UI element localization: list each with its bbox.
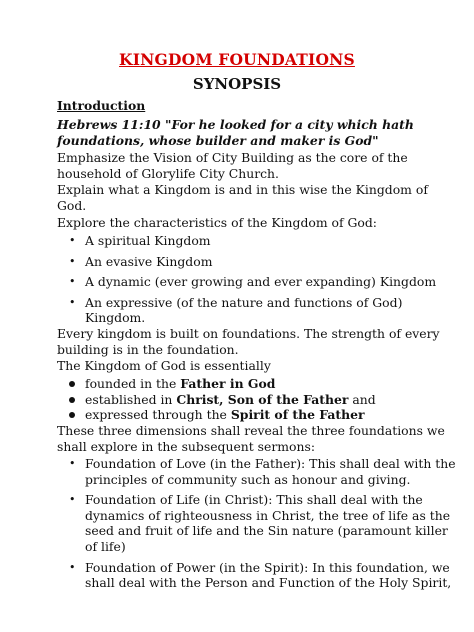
list-item-text: Foundation of Power (in the Spirit): In this foundation, we shall deal with the Person and Function of the Holy Spirit,	[85, 559, 452, 591]
list-item-text: A dynamic (ever growing and ever expanding) Kingdom	[85, 274, 437, 290]
paragraph-essentially: The Kingdom of God is essentially	[57, 358, 271, 373]
paragraph-vision: Emphasize the Vision of City Building as the core of the household of Glorylife City Church.	[57, 150, 408, 181]
list-item-text: An evasive Kingdom	[85, 253, 213, 269]
list-item-pre: founded in the	[85, 376, 181, 391]
bullet-icon: •	[69, 457, 76, 470]
scripture-verse: Hebrews 11:10 "For he looked for a city which hath foundations, whose builder and maker is God"	[57, 117, 414, 148]
list-item-text: An expressive (of the nature and functions of God) Kingdom.	[85, 294, 403, 326]
bullet-icon: •	[69, 234, 76, 247]
list-item-text: Foundation of Love (in the Father): This shall deal with the principles of community such as honour and giving.	[85, 456, 456, 487]
list-item-bold: Christ, Son of the Father	[176, 391, 349, 407]
paragraph-characteristics: Explore the characteristics of the Kingdom of God:	[57, 215, 377, 230]
list-item	[57, 376, 457, 392]
paragraph-foundations: Every kingdom is built on foundations. The strength of every building is in the foundation.	[57, 326, 440, 357]
list-item	[57, 392, 457, 408]
essentially-list	[57, 376, 457, 423]
bullet-icon: •	[69, 275, 76, 289]
list-item-pre: established in	[85, 391, 177, 407]
characteristics-list	[57, 233, 457, 326]
list-item-pre: expressed through the	[85, 407, 231, 423]
bullet-icon: •	[69, 560, 76, 574]
bullet-icon	[69, 381, 75, 387]
bullet-icon: •	[69, 295, 76, 309]
list-item-text: Foundation of Life (in Christ): This shall deal with the dynamics of righteousness in Christ, the tree of life as the seed and fruit of life and the Sin nature (paramount killer of life)	[85, 492, 451, 554]
intro-heading: Introduction	[57, 98, 146, 113]
list-item	[57, 274, 457, 290]
document-subtitle: SYNOPSIS	[192, 75, 282, 93]
bullet-icon	[69, 397, 75, 403]
list-item-bold: Father in God	[180, 376, 276, 391]
list-item	[57, 233, 457, 249]
paragraph-kingdom: Explain what a Kingdom is and in this wise the Kingdom of God.	[57, 182, 428, 213]
bullet-icon: •	[69, 254, 76, 268]
list-item-text: A spiritual Kingdom	[85, 233, 211, 248]
list-item	[57, 254, 457, 270]
document-title: KINGDOM FOUNDATIONS	[119, 50, 355, 69]
list-item-bold: Spirit of the Father	[230, 407, 365, 423]
list-item	[57, 492, 457, 554]
list-item	[57, 295, 457, 326]
list-item-post: and	[348, 391, 376, 407]
bullet-icon	[69, 412, 75, 418]
paragraph-dimensions: These three dimensions shall reveal the three foundations we shall explore in the subsequent sermons:	[57, 423, 445, 454]
list-item	[57, 407, 457, 423]
list-item	[57, 560, 457, 591]
list-item	[57, 456, 457, 487]
bullet-icon: •	[69, 493, 76, 507]
foundations-list	[57, 456, 457, 591]
